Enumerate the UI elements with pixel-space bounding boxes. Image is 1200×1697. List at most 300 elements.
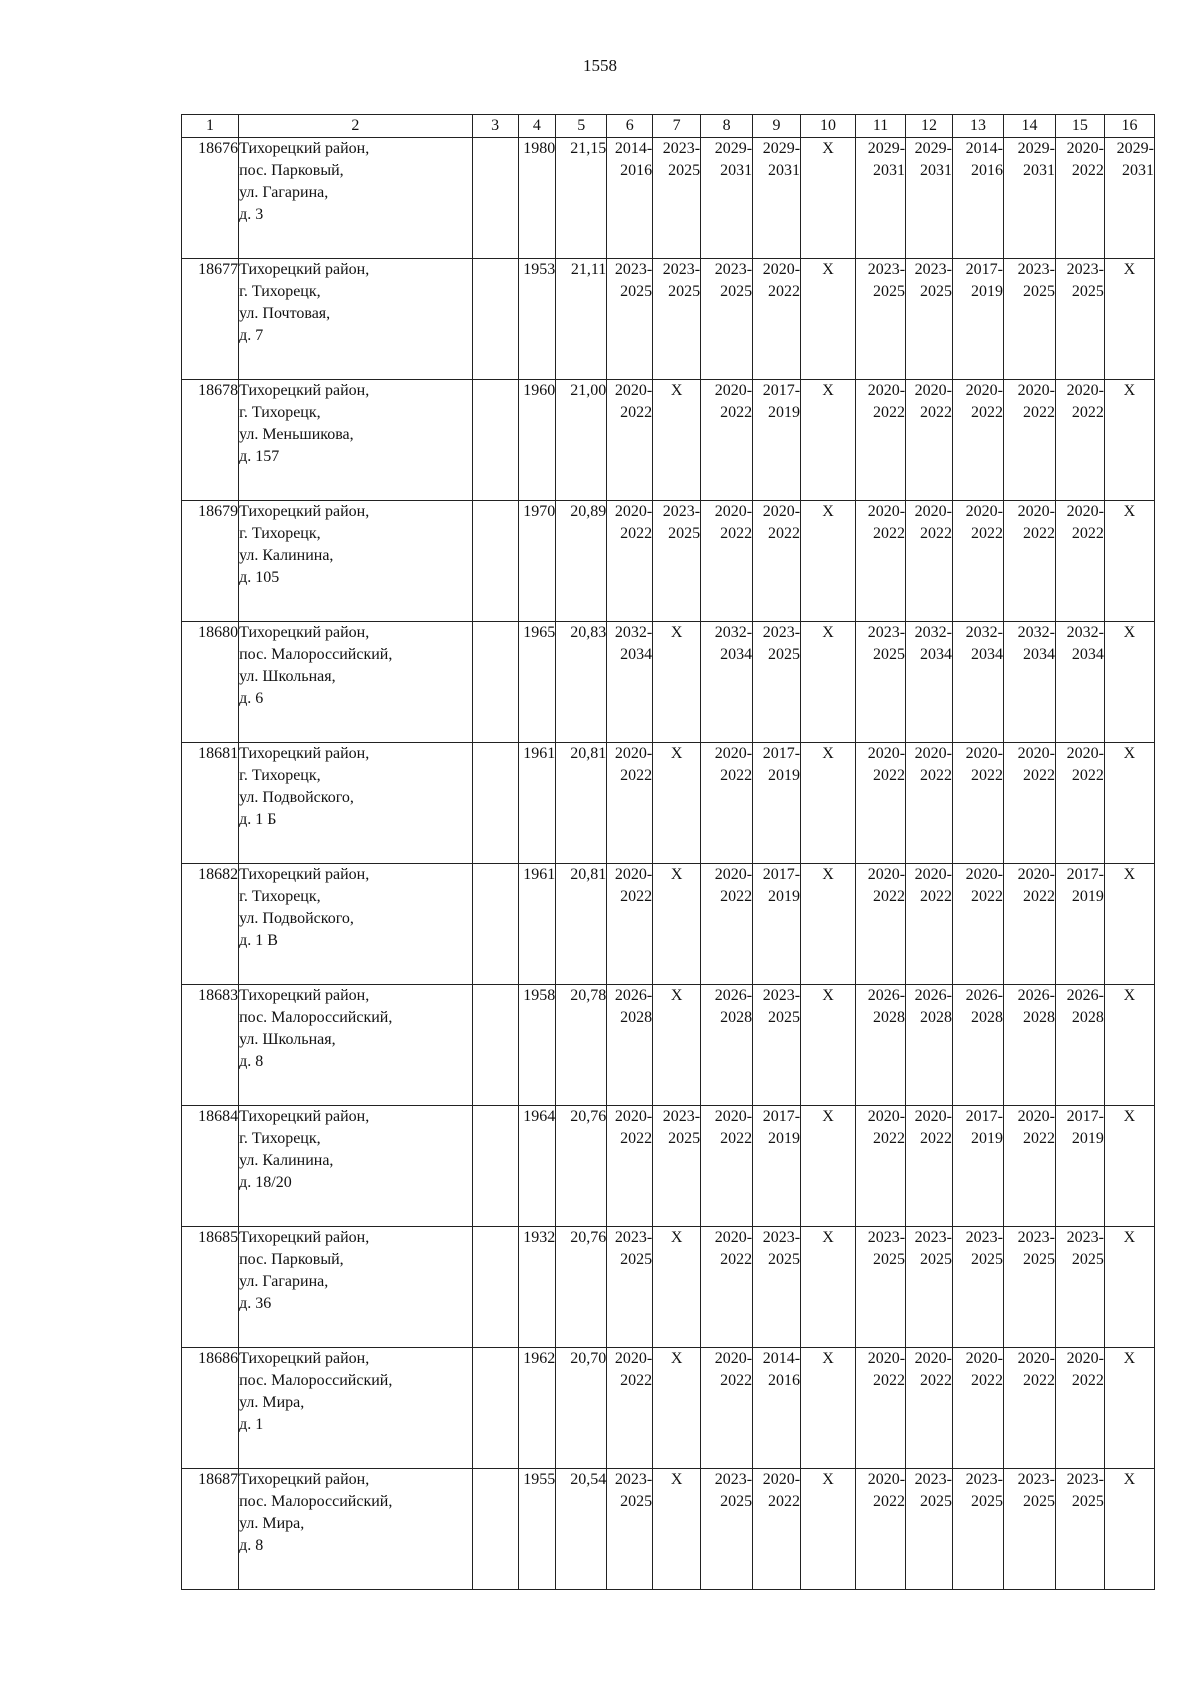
period-cell <box>607 864 653 985</box>
not-applicable-cell <box>653 380 701 501</box>
period-cell <box>952 743 1003 864</box>
period-text: 2017- <box>965 1108 1003 1125</box>
not-applicable-cell <box>801 622 856 743</box>
period-text: 2020- <box>914 382 952 399</box>
column-3-cell <box>472 1348 518 1469</box>
not-applicable-cell <box>1104 864 1154 985</box>
period-text: 2020- <box>714 382 753 399</box>
period-cell <box>753 501 801 622</box>
period-text: 2016 <box>970 162 1003 179</box>
period-text: 2034 <box>919 646 952 663</box>
period-cell <box>906 622 953 743</box>
period-cell <box>906 259 953 380</box>
period-text: 2020- <box>867 1471 906 1488</box>
period-cell <box>1055 1227 1104 1348</box>
period-text: 2017- <box>1066 866 1104 883</box>
column-3-cell <box>472 743 518 864</box>
table-row <box>182 1348 1155 1469</box>
period-text: 2020- <box>867 1108 906 1125</box>
address-line: пос. Парковый, <box>239 162 344 179</box>
period-text: 2034 <box>720 646 753 663</box>
period-text: 2029- <box>762 140 801 157</box>
not-applicable-mark: X <box>1123 261 1136 278</box>
not-applicable-cell <box>801 743 856 864</box>
table-row <box>182 743 1155 864</box>
not-applicable-cell <box>801 501 856 622</box>
period-cell <box>1003 1469 1055 1590</box>
period-text: 2023- <box>662 140 701 157</box>
period-text: 2026- <box>714 987 753 1004</box>
not-applicable-mark: X <box>822 745 834 762</box>
period-text: 2032- <box>914 624 952 641</box>
period-text: 2025 <box>720 283 753 300</box>
period-text: 2025 <box>768 1251 801 1268</box>
not-applicable-mark: X <box>822 1350 834 1367</box>
period-text: 2017- <box>1066 1108 1104 1125</box>
address-cell <box>239 1106 473 1227</box>
address-line: ул. Подвойского, <box>239 789 354 806</box>
period-cell <box>1055 985 1104 1106</box>
period-cell <box>753 1106 801 1227</box>
period-cell <box>701 985 753 1106</box>
period-text: 2020- <box>614 745 653 762</box>
period-text: 2026- <box>965 987 1003 1004</box>
period-cell <box>701 501 753 622</box>
period-cell <box>952 501 1003 622</box>
period-text: 2025 <box>919 1251 952 1268</box>
period-text: 2020- <box>867 866 906 883</box>
year-cell: 1961 <box>518 743 556 864</box>
not-applicable-mark: X <box>670 624 683 641</box>
not-applicable-cell <box>1104 1227 1154 1348</box>
address-line: пос. Малороссийский, <box>239 1009 393 1026</box>
not-applicable-mark: X <box>822 140 834 157</box>
period-text: 2023- <box>1066 1471 1104 1488</box>
period-text: 2029- <box>714 140 753 157</box>
not-applicable-mark: X <box>822 866 834 883</box>
record-id-cell: 18682 <box>182 864 239 985</box>
period-text: 2020- <box>762 1471 801 1488</box>
record-id-cell: 18685 <box>182 1227 239 1348</box>
address-line: Тихорецкий район, <box>239 1471 370 1488</box>
period-text: 2026- <box>1017 987 1055 1004</box>
period-cell <box>1003 380 1055 501</box>
not-applicable-mark: X <box>822 503 834 520</box>
address-line: пос. Парковый, <box>239 1251 344 1268</box>
address-line: г. Тихорецк, <box>239 283 321 300</box>
period-cell <box>856 380 906 501</box>
period-text: 2022 <box>620 888 653 905</box>
period-cell <box>607 501 653 622</box>
column-3-cell <box>472 259 518 380</box>
period-text: 2022 <box>620 1130 653 1147</box>
address-line: пос. Малороссийский, <box>239 1493 393 1510</box>
address-cell <box>239 380 473 501</box>
period-text: 2025 <box>873 1251 906 1268</box>
period-text: 2022 <box>720 1130 753 1147</box>
address-line: д. 8 <box>239 1537 264 1554</box>
record-id-cell: 18686 <box>182 1348 239 1469</box>
period-text: 2020- <box>762 261 801 278</box>
address-line: Тихорецкий район, <box>239 382 370 399</box>
period-cell <box>856 985 906 1106</box>
period-text: 2023- <box>965 1229 1003 1246</box>
period-text: 2020- <box>1017 503 1055 520</box>
period-text: 2034 <box>620 646 653 663</box>
period-text: 2023- <box>914 261 952 278</box>
period-text: 2022 <box>1071 404 1104 421</box>
value-cell: 20,81 <box>556 743 607 864</box>
table-row <box>182 985 1155 1106</box>
year-cell: 1960 <box>518 380 556 501</box>
period-text: 2029- <box>1116 140 1154 157</box>
address-line: д. 1 Б <box>239 811 277 828</box>
period-cell <box>701 864 753 985</box>
period-text: 2017- <box>762 382 801 399</box>
period-text: 2026- <box>1066 987 1104 1004</box>
column-header: 5 <box>556 115 607 138</box>
address-line: ул. Школьная, <box>239 668 336 685</box>
not-applicable-cell <box>1104 622 1154 743</box>
address-line: ул. Школьная, <box>239 1031 336 1048</box>
year-cell: 1964 <box>518 1106 556 1227</box>
period-cell <box>952 1469 1003 1590</box>
period-text: 2028 <box>919 1009 952 1026</box>
page-number: 1558 <box>583 56 617 75</box>
period-cell <box>1003 1227 1055 1348</box>
period-text: 2014- <box>965 140 1003 157</box>
column-header: 3 <box>472 115 518 138</box>
column-header: 2 <box>239 115 473 138</box>
period-text: 2022 <box>1071 525 1104 542</box>
period-text: 2020- <box>614 382 653 399</box>
period-text: 2020- <box>914 866 952 883</box>
period-cell <box>906 1106 953 1227</box>
not-applicable-cell <box>653 1348 701 1469</box>
period-text: 2031 <box>1022 162 1055 179</box>
not-applicable-cell <box>653 864 701 985</box>
period-text: 2028 <box>1022 1009 1055 1026</box>
period-text: 2022 <box>1022 525 1055 542</box>
not-applicable-mark: X <box>1123 503 1136 520</box>
period-text: 2022 <box>873 1130 906 1147</box>
period-cell <box>1055 380 1104 501</box>
period-cell <box>653 1106 701 1227</box>
not-applicable-mark: X <box>822 1108 834 1125</box>
table-row <box>182 138 1155 259</box>
table-row <box>182 380 1155 501</box>
year-cell: 1932 <box>518 1227 556 1348</box>
not-applicable-cell <box>801 864 856 985</box>
not-applicable-cell <box>1104 1469 1154 1590</box>
address-line: г. Тихорецк, <box>239 888 321 905</box>
not-applicable-cell <box>653 743 701 864</box>
period-text: 2025 <box>620 1251 653 1268</box>
period-text: 2022 <box>1022 888 1055 905</box>
not-applicable-mark: X <box>670 1471 683 1488</box>
table-row <box>182 259 1155 380</box>
not-applicable-cell <box>1104 1106 1154 1227</box>
column-3-cell <box>472 380 518 501</box>
period-text: 2025 <box>919 1493 952 1510</box>
period-text: 2023- <box>614 1471 653 1488</box>
period-text: 2023- <box>1066 1229 1104 1246</box>
period-text: 2022 <box>919 404 952 421</box>
record-id-cell: 18681 <box>182 743 239 864</box>
registry-table <box>181 114 1155 1590</box>
address-line: д. 1 <box>239 1416 264 1433</box>
period-text: 2031 <box>919 162 952 179</box>
not-applicable-mark: X <box>822 1471 834 1488</box>
address-line: д. 3 <box>239 206 264 223</box>
period-text: 2023- <box>1017 261 1055 278</box>
period-cell <box>1003 1106 1055 1227</box>
address-line: ул. Мира, <box>239 1394 305 1411</box>
period-text: 2014- <box>762 1350 801 1367</box>
period-text: 2034 <box>970 646 1003 663</box>
period-text: 2022 <box>768 525 801 542</box>
not-applicable-cell <box>653 1469 701 1590</box>
period-text: 2026- <box>867 987 906 1004</box>
period-cell <box>607 1227 653 1348</box>
period-cell <box>701 622 753 743</box>
period-cell <box>653 138 701 259</box>
period-cell <box>856 1106 906 1227</box>
period-text: 2025 <box>1071 283 1104 300</box>
year-cell: 1970 <box>518 501 556 622</box>
table-row <box>182 622 1155 743</box>
address-line: Тихорецкий район, <box>239 1350 370 1367</box>
period-cell <box>1003 1348 1055 1469</box>
period-cell <box>1055 138 1104 259</box>
column-header: 1 <box>182 115 239 138</box>
period-cell <box>1003 743 1055 864</box>
year-cell: 1953 <box>518 259 556 380</box>
period-cell <box>653 259 701 380</box>
period-text: 2031 <box>720 162 753 179</box>
record-id-cell: 18680 <box>182 622 239 743</box>
period-text: 2022 <box>1022 767 1055 784</box>
column-header: 11 <box>856 115 906 138</box>
period-text: 2017- <box>762 1108 801 1125</box>
table-row <box>182 1227 1155 1348</box>
period-cell <box>906 743 953 864</box>
period-cell <box>906 138 953 259</box>
table-row <box>182 1106 1155 1227</box>
period-cell <box>701 1106 753 1227</box>
period-cell <box>856 501 906 622</box>
record-id-cell: 18679 <box>182 501 239 622</box>
period-text: 2022 <box>970 525 1003 542</box>
period-text: 2022 <box>873 525 906 542</box>
address-line: г. Тихорецк, <box>239 1130 321 1147</box>
period-text: 2020- <box>614 866 653 883</box>
address-line: ул. Калинина, <box>239 1152 334 1169</box>
period-text: 2025 <box>919 283 952 300</box>
address-line: ул. Меньшикова, <box>239 426 354 443</box>
period-text: 2025 <box>768 1009 801 1026</box>
period-text: 2026- <box>914 987 952 1004</box>
period-text: 2019 <box>1071 888 1104 905</box>
period-cell <box>607 380 653 501</box>
column-header: 6 <box>607 115 653 138</box>
period-cell <box>607 622 653 743</box>
not-applicable-cell <box>801 380 856 501</box>
period-cell <box>952 1348 1003 1469</box>
value-cell: 20,81 <box>556 864 607 985</box>
period-text: 2014- <box>614 140 653 157</box>
address-line: д. 36 <box>239 1295 272 1312</box>
period-text: 2016 <box>768 1372 801 1389</box>
column-header: 15 <box>1055 115 1104 138</box>
period-text: 2022 <box>620 404 653 421</box>
address-line: пос. Малороссийский, <box>239 646 393 663</box>
period-text: 2022 <box>970 404 1003 421</box>
not-applicable-cell <box>801 1348 856 1469</box>
period-text: 2025 <box>720 1493 753 1510</box>
period-text: 2032- <box>614 624 653 641</box>
period-text: 2020- <box>914 1350 952 1367</box>
period-cell <box>607 743 653 864</box>
period-cell <box>856 259 906 380</box>
period-text: 2022 <box>720 1372 753 1389</box>
period-text: 2020- <box>965 503 1003 520</box>
period-cell <box>701 1348 753 1469</box>
address-line: Тихорецкий район, <box>239 1108 370 1125</box>
period-text: 2020- <box>714 866 753 883</box>
period-text: 2025 <box>668 1130 701 1147</box>
period-text: 2023- <box>1066 261 1104 278</box>
address-cell <box>239 985 473 1106</box>
address-line: ул. Калинина, <box>239 547 334 564</box>
period-cell <box>1003 501 1055 622</box>
period-cell <box>1003 985 1055 1106</box>
address-line: Тихорецкий район, <box>239 1229 370 1246</box>
period-text: 2019 <box>1071 1130 1104 1147</box>
period-cell <box>952 622 1003 743</box>
period-text: 2022 <box>720 525 753 542</box>
period-text: 2022 <box>720 1251 753 1268</box>
period-cell <box>753 259 801 380</box>
column-header: 16 <box>1104 115 1154 138</box>
not-applicable-cell <box>653 985 701 1106</box>
address-line: д. 6 <box>239 690 264 707</box>
period-text: 2016 <box>620 162 653 179</box>
period-text: 2022 <box>873 404 906 421</box>
address-cell <box>239 743 473 864</box>
period-text: 2025 <box>970 1251 1003 1268</box>
period-text: 2023- <box>614 1229 653 1246</box>
address-line: Тихорецкий район, <box>239 261 370 278</box>
period-text: 2022 <box>919 525 952 542</box>
not-applicable-mark: X <box>1123 987 1136 1004</box>
period-text: 2023- <box>762 624 801 641</box>
period-text: 2025 <box>668 525 701 542</box>
column-header: 12 <box>906 115 953 138</box>
period-cell <box>753 985 801 1106</box>
address-line: Тихорецкий район, <box>239 503 370 520</box>
period-text: 2025 <box>873 283 906 300</box>
period-cell <box>856 743 906 864</box>
year-cell: 1980 <box>518 138 556 259</box>
period-text: 2022 <box>620 1372 653 1389</box>
address-cell <box>239 501 473 622</box>
period-text: 2020- <box>914 745 952 762</box>
period-cell <box>856 138 906 259</box>
period-text: 2022 <box>768 1493 801 1510</box>
period-cell <box>906 380 953 501</box>
not-applicable-mark: X <box>1123 1471 1136 1488</box>
not-applicable-mark: X <box>670 745 683 762</box>
period-cell <box>952 138 1003 259</box>
period-text: 2023- <box>714 1471 753 1488</box>
column-3-cell <box>472 501 518 622</box>
not-applicable-mark: X <box>670 1229 683 1246</box>
period-cell <box>906 985 953 1106</box>
period-text: 2020- <box>1066 382 1104 399</box>
period-cell <box>1055 1348 1104 1469</box>
period-cell <box>1055 622 1104 743</box>
column-3-cell <box>472 622 518 743</box>
period-text: 2020- <box>965 382 1003 399</box>
period-text: 2020- <box>614 1108 653 1125</box>
period-cell <box>753 743 801 864</box>
period-text: 2022 <box>1022 404 1055 421</box>
period-text: 2020- <box>867 1350 906 1367</box>
period-cell <box>1003 622 1055 743</box>
not-applicable-mark: X <box>1123 866 1136 883</box>
period-cell <box>1055 1469 1104 1590</box>
period-text: 2022 <box>720 404 753 421</box>
period-text: 2023- <box>762 987 801 1004</box>
address-line: ул. Гагарина, <box>239 184 329 201</box>
period-text: 2023- <box>662 261 701 278</box>
year-cell: 1962 <box>518 1348 556 1469</box>
period-text: 2020- <box>714 1108 753 1125</box>
period-cell <box>856 1469 906 1590</box>
not-applicable-cell <box>653 622 701 743</box>
table-body <box>182 138 1155 1590</box>
period-text: 2022 <box>919 1130 952 1147</box>
period-text: 2017- <box>965 261 1003 278</box>
period-cell <box>701 259 753 380</box>
period-text: 2019 <box>768 888 801 905</box>
not-applicable-mark: X <box>1123 1229 1136 1246</box>
period-cell <box>607 138 653 259</box>
period-text: 2034 <box>1022 646 1055 663</box>
period-text: 2025 <box>620 283 653 300</box>
period-text: 2023- <box>1017 1471 1055 1488</box>
period-text: 2019 <box>768 767 801 784</box>
period-text: 2023- <box>662 1108 701 1125</box>
column-3-cell <box>472 985 518 1106</box>
period-text: 2020- <box>867 745 906 762</box>
address-line: ул. Гагарина, <box>239 1273 329 1290</box>
period-text: 2023- <box>614 261 653 278</box>
period-text: 2022 <box>873 888 906 905</box>
not-applicable-cell <box>1104 380 1154 501</box>
address-line: д. 157 <box>239 448 280 465</box>
period-text: 2023- <box>1017 1229 1055 1246</box>
period-cell <box>1055 743 1104 864</box>
value-cell: 20,70 <box>556 1348 607 1469</box>
period-text: 2022 <box>620 525 653 542</box>
address-cell <box>239 622 473 743</box>
year-cell: 1958 <box>518 985 556 1106</box>
period-text: 2032- <box>714 624 753 641</box>
address-cell <box>239 1227 473 1348</box>
period-cell <box>607 259 653 380</box>
